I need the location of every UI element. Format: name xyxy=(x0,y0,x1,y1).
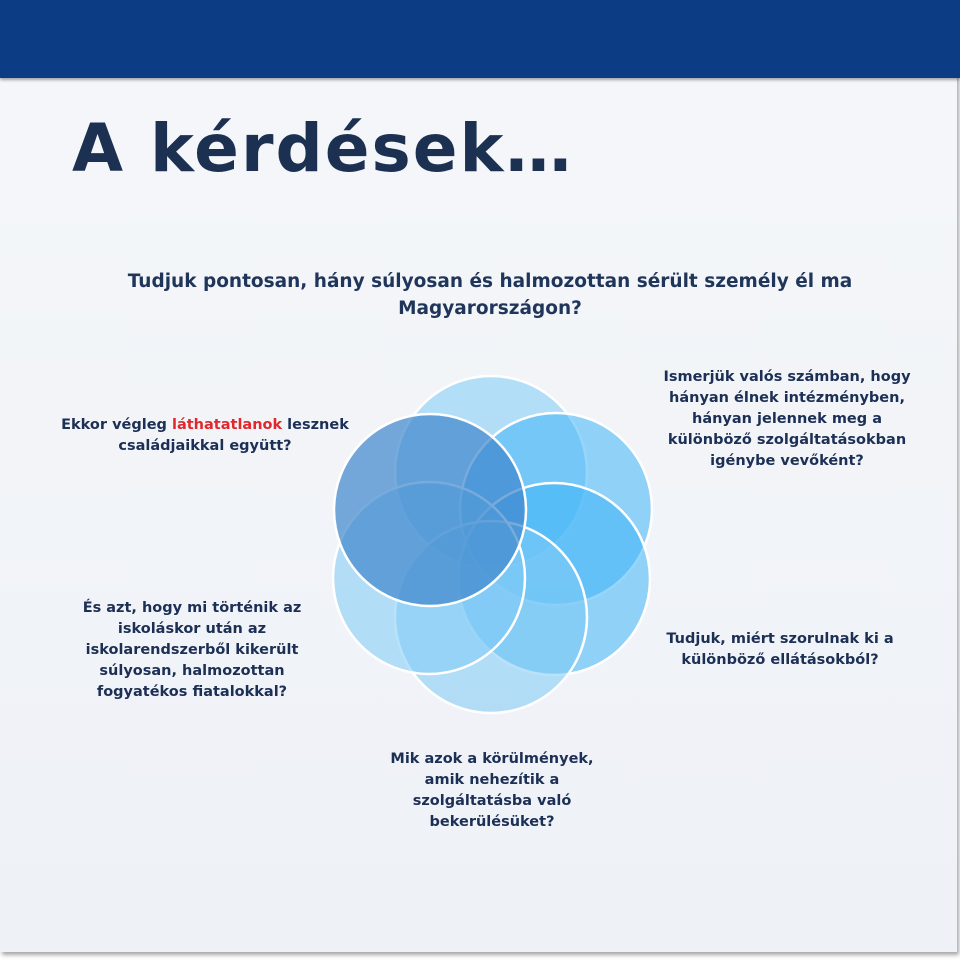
highlight-word: láthatatlanok xyxy=(172,417,283,433)
question-bottom: Mik azok a körülmények, amik nehezítik a szolgáltatásba való bekerülésüket? xyxy=(390,751,594,830)
slide-title: A kérdések… xyxy=(72,110,574,187)
question-left-upper xyxy=(40,415,370,457)
question-left-upper-after: lesznek családjaikkal együtt? xyxy=(118,417,349,454)
question-left-upper-before: Ekkor végleg xyxy=(61,417,172,433)
question-left-lower: És azt, hogy mi történik az iskoláskor után az iskolarendszerből kikerült súlyosan, halmozottan fogyatékos fiatalokkal? xyxy=(82,600,302,700)
question-top: Tudjuk pontosan, hány súlyosan és halmozottan sérült személy él ma Magyarországon? xyxy=(127,271,853,319)
question-right-lower: Tudjuk, miért szorulnak ki a különböző ellátásokból? xyxy=(666,631,894,668)
question-right-upper: Ismerjük valós számban, hogy hányan élnek intézményben, hányan jelennek meg a különböző szolgáltatásokban igénybe vevőként? xyxy=(663,369,911,469)
